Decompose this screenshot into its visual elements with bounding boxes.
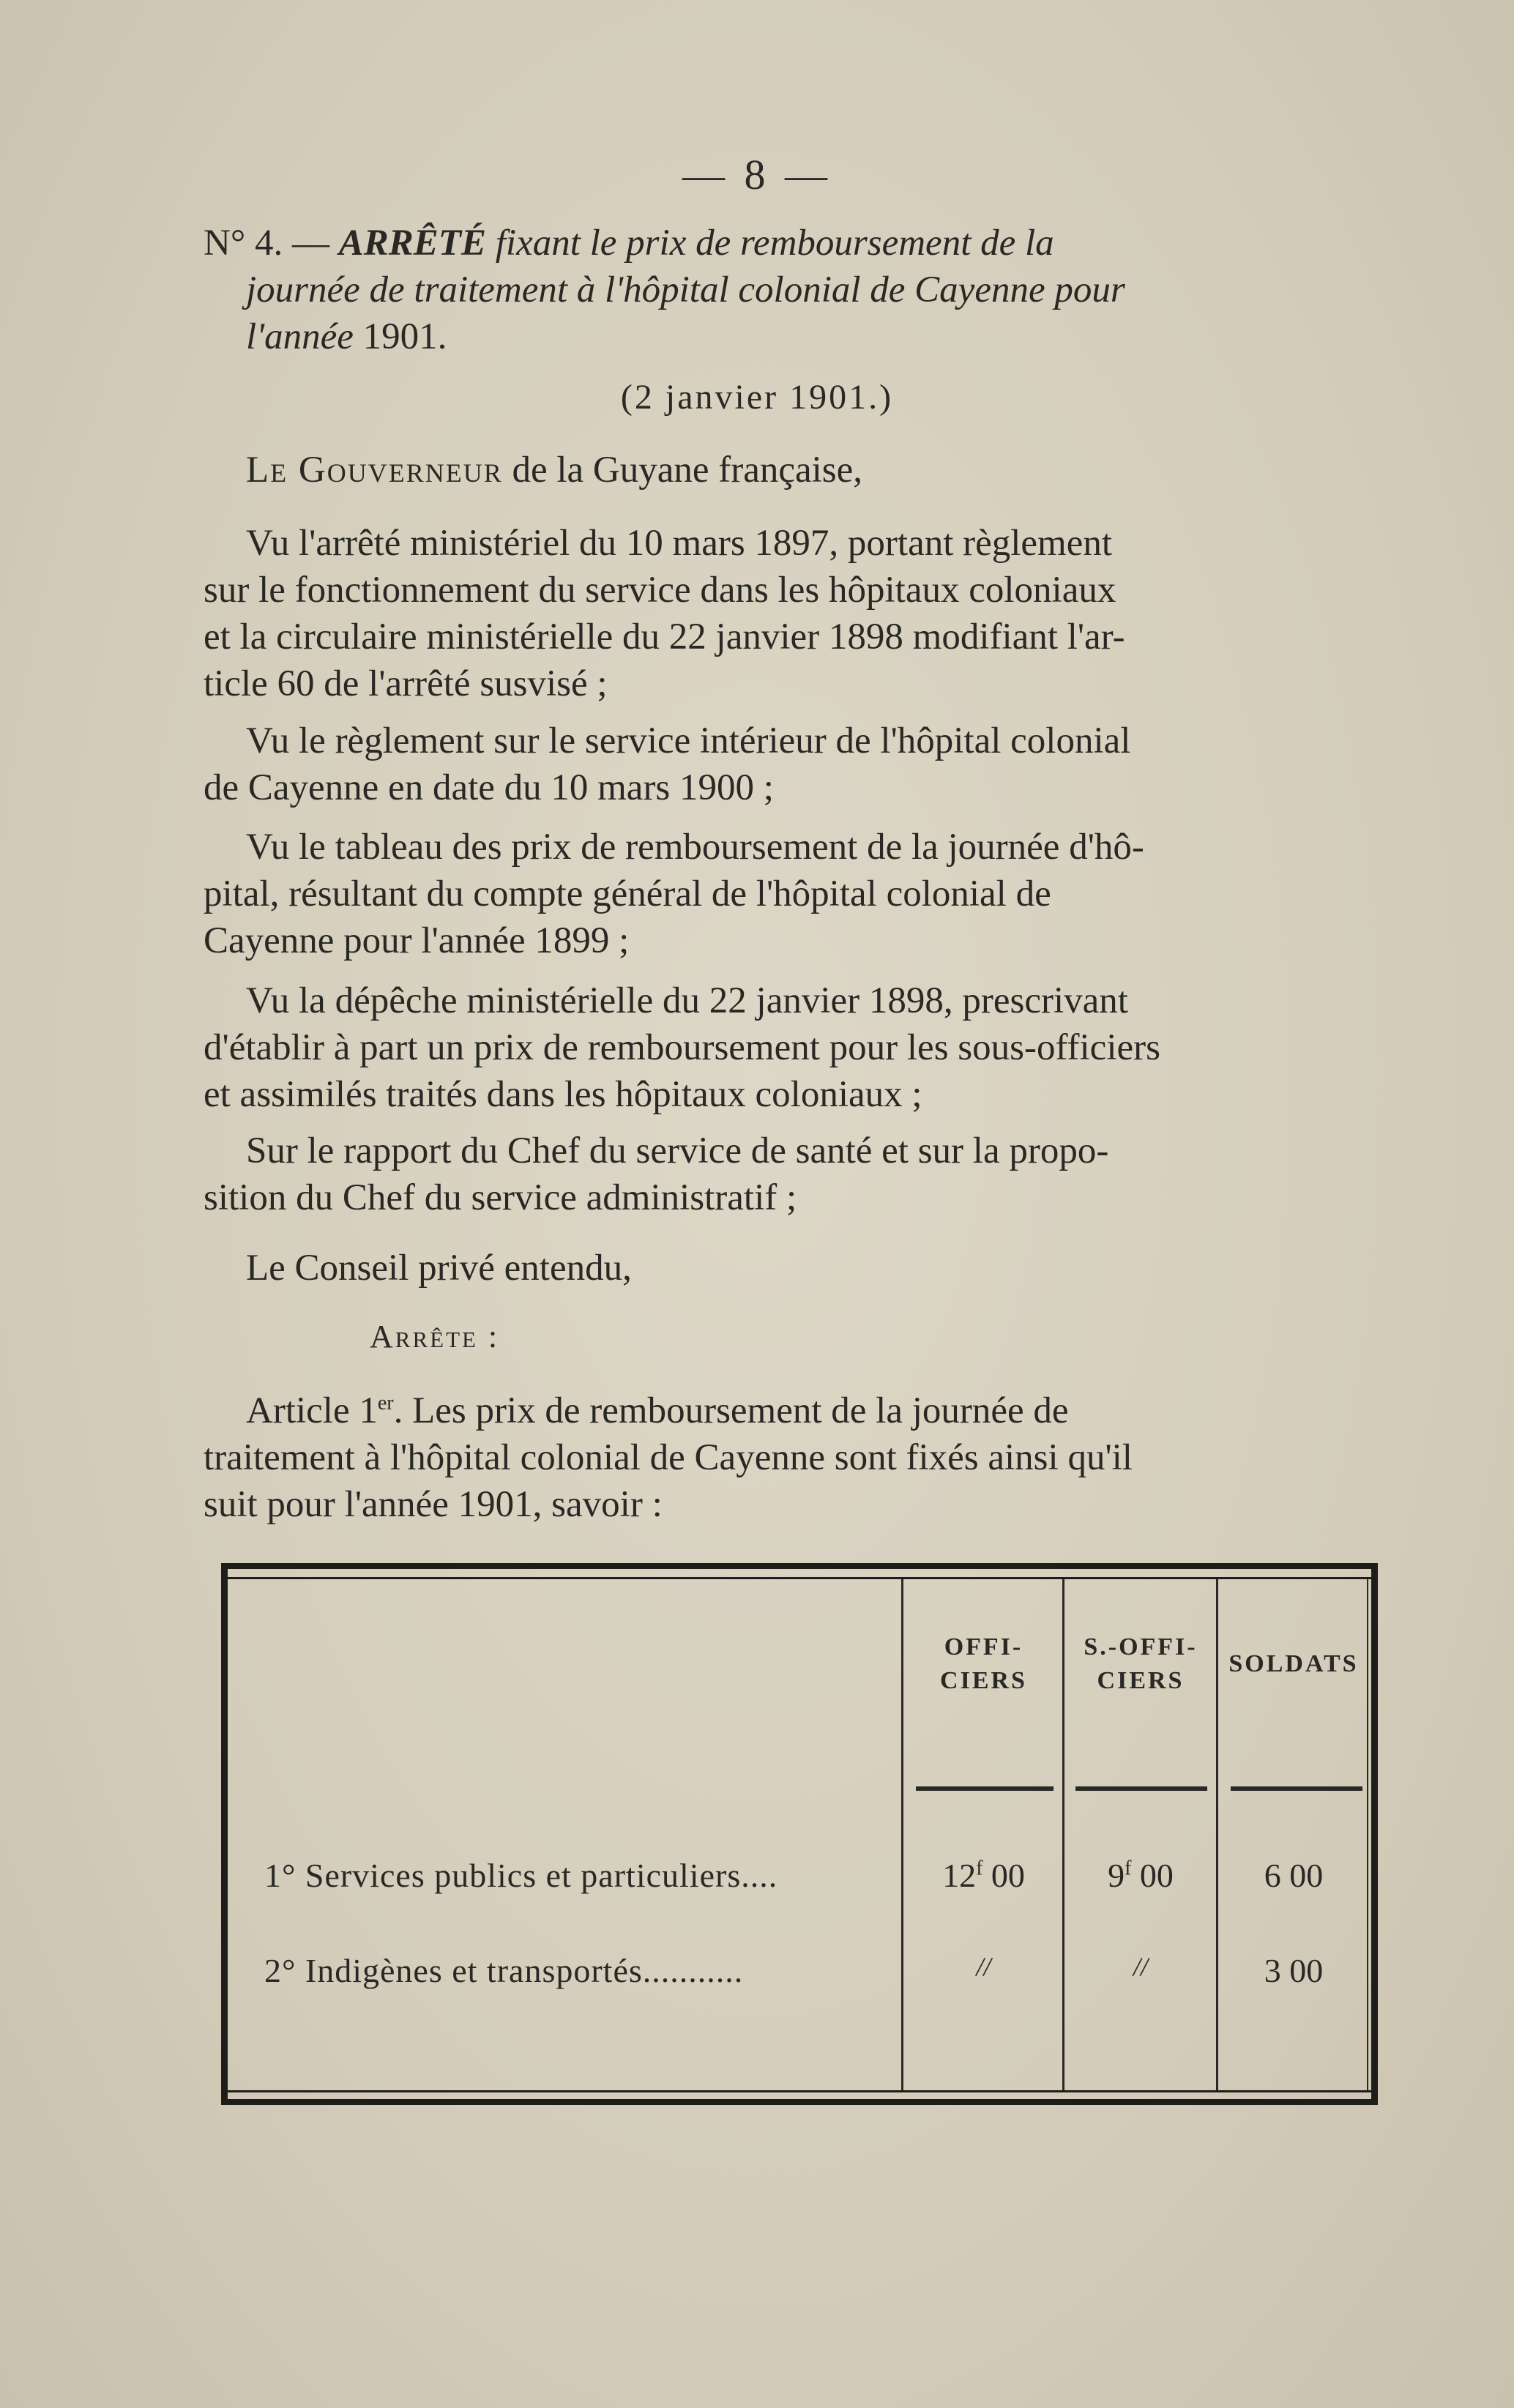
header-officiers: OFFI- CIERS — [940, 1633, 1027, 1694]
column-divider — [901, 1579, 903, 2090]
article-1: Article 1er. Les prix de remboursement de la journée de traitement à l'hôpital colonial de Cayenne sont fixés ainsi qu'il suit pour l'année 1901, savoir : — [204, 1390, 1133, 1525]
arrete-label: Arrête : — [370, 1319, 500, 1354]
title-line-3: l'année 1901. — [246, 316, 447, 357]
decree-title — [204, 220, 1368, 360]
column-divider — [1216, 1579, 1218, 2090]
decree-keyword: ARRÊTÉ — [338, 223, 486, 264]
price-table — [221, 1563, 1378, 2105]
row-label-services-publics: 1° Services publics et particuliers.... — [264, 1857, 778, 1894]
cell-sous-officiers: // — [1133, 1952, 1148, 1981]
table-bottom-border — [221, 2090, 1378, 2105]
header-rule — [1231, 1786, 1362, 1791]
page-number: — 8 — — [682, 151, 832, 198]
consideration-5: Sur le rapport du Chef du service de santé et sur la propo- sition du Chef du service administratif ; — [204, 1130, 1109, 1218]
consideration-2: Vu le règlement sur le service intérieur de l'hôpital colonial de Cayenne en date du 10 mars 1900 ; — [204, 720, 1131, 808]
decree-number: N° 4. — [204, 223, 283, 264]
decree-date: (2 janvier 1901.) — [620, 378, 894, 417]
cell-officiers: // — [976, 1952, 991, 1981]
column-divider — [1367, 1579, 1368, 2090]
governor-line: Le Gouverneur de la Guyane française, — [246, 450, 863, 491]
column-divider — [1062, 1579, 1064, 2090]
row-label-indigenes: 2° Indigènes et transportés........... — [264, 1952, 744, 1989]
header-sous-officiers: S.-OFFI- CIERS — [1084, 1633, 1198, 1694]
cell-soldats: 3 00 — [1264, 1952, 1324, 1989]
cell-sous-officiers: 9$^f$ 00 — [1108, 1857, 1174, 1894]
header-soldats: SOLDATS — [1228, 1650, 1359, 1677]
consideration-1: Vu l'arrêté ministériel du 10 mars 1897, portant règlement sur le fonctionnement du service dans les hôpitaux coloniaux et la circulaire ministérielle du 22 janvier 1898 modifiant l'ar- ticle 60 de l'arrêté susvisé ; — [204, 523, 1125, 704]
table-top-border — [221, 1563, 1378, 1579]
cell-officiers: 12$^f$ 00 — [942, 1857, 1025, 1894]
title-line-2: journée de traitement à l'hôpital colonial de Cayenne pour — [246, 269, 1125, 310]
consideration-3: Vu le tableau des prix de remboursement de la journée d'hô- pital, résultant du compte général de l'hôpital colonial de Cayenne pour l'année 1899 ; — [204, 827, 1144, 961]
title-line-1: N° 4. — ARRÊTÉ fixant le prix de remboursement de la — [204, 223, 1054, 264]
consideration-4: Vu la dépêche ministérielle du 22 janvier 1898, prescrivant d'établir à part un prix de remboursement pour les sous-officiers et assimilés traités dans les hôpitaux coloniaux ; — [204, 980, 1160, 1115]
header-rule — [916, 1786, 1054, 1791]
cell-soldats: 6 00 — [1264, 1857, 1324, 1894]
header-rule — [1075, 1786, 1207, 1791]
consideration-6: Le Conseil privé entendu, — [246, 1248, 632, 1289]
